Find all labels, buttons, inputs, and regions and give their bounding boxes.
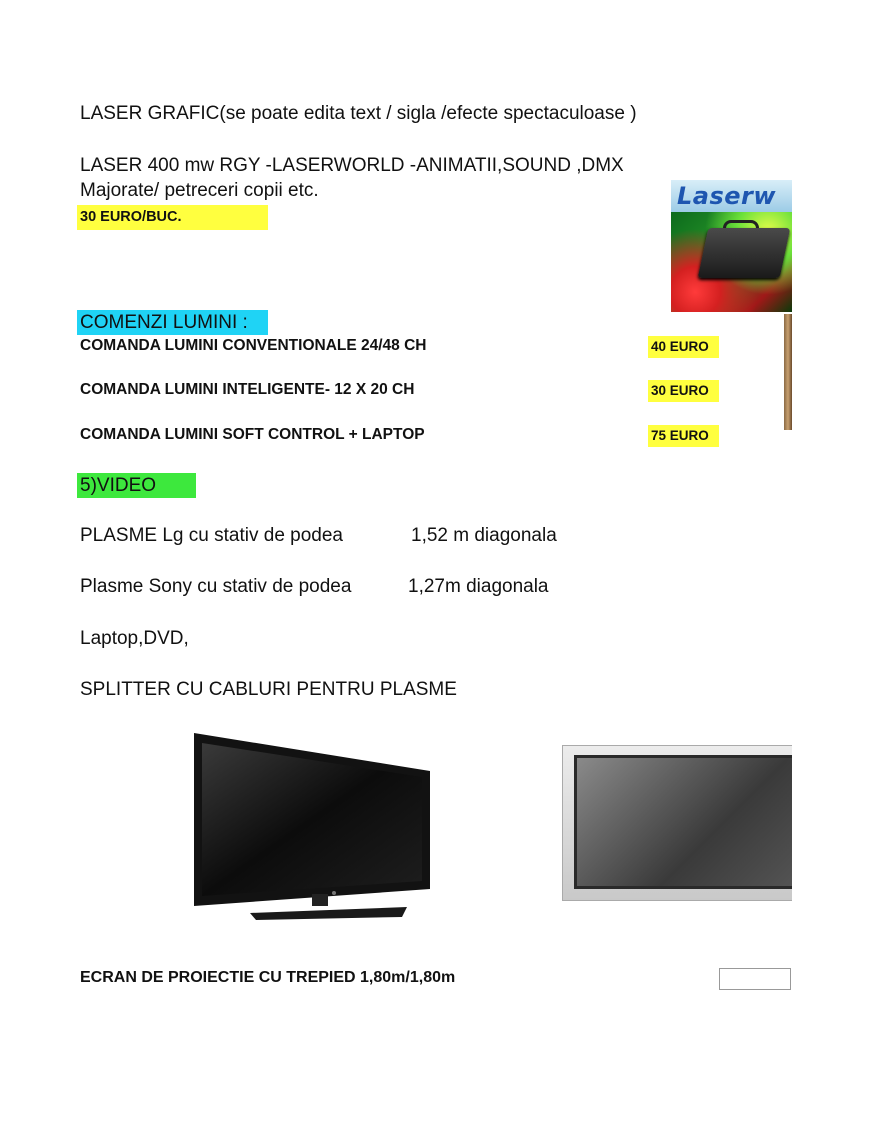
laser-grafic-title: LASER GRAFIC(se poate edita text / sigla /efecte spectaculoase ) — [80, 103, 637, 124]
video-extra-splitter: SPLITTER CU CABLURI PENTRU PLASME — [80, 679, 457, 700]
lights-item-3-label: COMANDA LUMINI SOFT CONTROL + LAPTOP — [80, 426, 425, 443]
projection-screen-label: ECRAN DE PROIECTIE CU TREPIED 1,80m/1,80m — [80, 969, 456, 986]
lights-item-1-label: COMANDA LUMINI CONVENTIONALE 24/48 CH — [80, 337, 427, 354]
laser-line-2: Majorate/ petreceri copii etc. — [80, 180, 319, 201]
video-extra-laptop: Laptop,DVD, — [80, 628, 189, 649]
lights-item-1-price: 40 EURO — [648, 336, 719, 358]
laser-price-highlight — [77, 205, 268, 230]
laser-product-image — [671, 180, 792, 312]
lights-item-3-price: 75 EURO — [648, 425, 719, 447]
lights-item-2-price: 30 EURO — [648, 380, 719, 402]
sony-plasma-image — [562, 745, 792, 903]
lg-tv-image — [192, 731, 432, 921]
laser-line-1: LASER 400 mw RGY -LASERWORLD -ANIMATII,SOUND ,DMX — [80, 155, 624, 176]
lg-tv-stand — [250, 907, 407, 920]
video-heading-highlight — [77, 473, 196, 498]
laser-image-word: Laserw — [677, 182, 777, 210]
video-item-2-size: 1,27m diagonala — [408, 576, 549, 597]
empty-price-box — [719, 968, 791, 990]
lg-tv-neck — [312, 894, 328, 906]
lg-tv-logo-dot — [332, 891, 336, 895]
cropped-photo-strip — [784, 314, 792, 430]
video-heading: 5)VIDEO — [80, 475, 157, 496]
lights-heading-highlight — [77, 310, 268, 335]
video-item-2-label: Plasme Sony cu stativ de podea — [80, 576, 352, 597]
laser-device — [698, 228, 791, 278]
lights-heading: COMENZI LUMINI : — [80, 312, 248, 333]
video-item-1-size: 1,52 m diagonala — [411, 525, 557, 546]
laser-image-banner — [671, 180, 792, 212]
sony-plasma-screen — [574, 755, 792, 889]
laser-price: 30 EURO/BUC. — [80, 209, 182, 225]
lights-item-2-label: COMANDA LUMINI INTELIGENTE- 12 X 20 CH — [80, 381, 415, 398]
video-item-1-label: PLASME Lg cu stativ de podea — [80, 525, 343, 546]
